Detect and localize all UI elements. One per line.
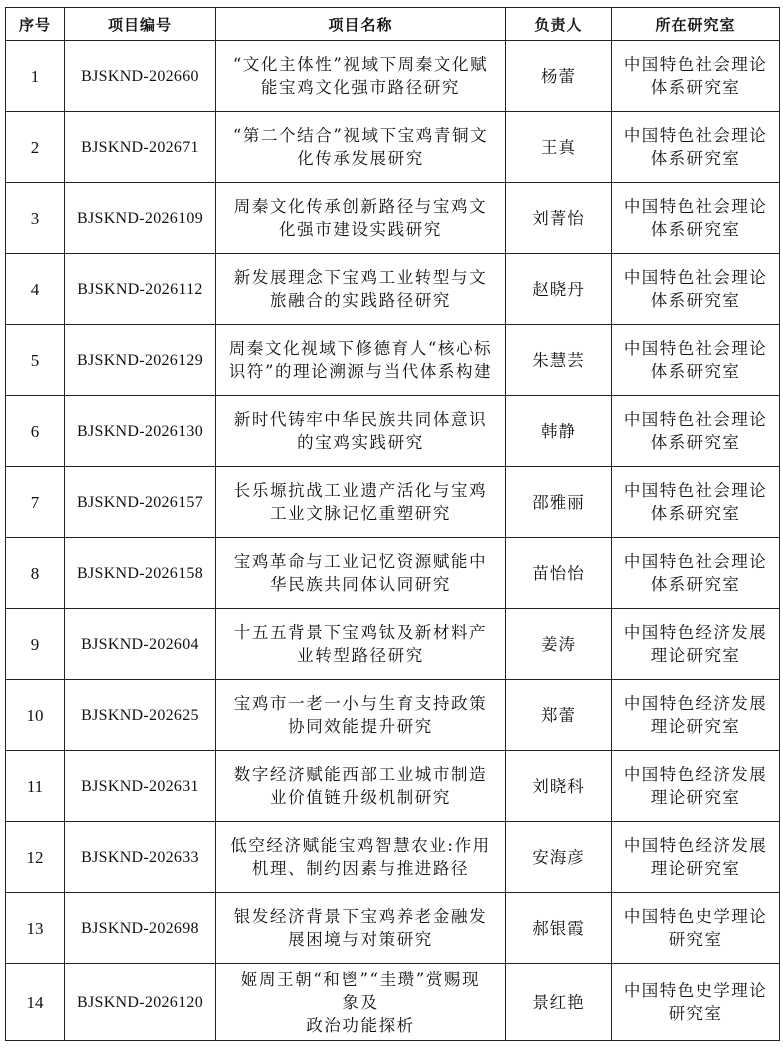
- project-name-line: 政治功能探析: [306, 1015, 415, 1035]
- row-project-code: BJSKND-202625: [65, 680, 216, 751]
- row-lab: [612, 112, 780, 183]
- row-lab: [612, 325, 780, 396]
- row-leader: 郝银霞: [506, 893, 612, 964]
- header-project-code: 项目编号: [65, 8, 216, 41]
- row-leader: 杨蕾: [506, 41, 612, 112]
- project-name-line: 新发展理念下宝鸡工业转型与文: [233, 268, 488, 287]
- table-row: [6, 751, 780, 822]
- project-name-line: “第二个结合”视域下宝鸡青铜文: [232, 126, 489, 145]
- row-seq: 14: [6, 964, 65, 1041]
- row-leader: 刘菁怡: [506, 183, 612, 254]
- row-seq: 5: [6, 325, 65, 396]
- row-project-name: [216, 396, 506, 467]
- project-name-line: 十五五背景下宝鸡钛及新材料产: [233, 623, 488, 642]
- row-project-name: [216, 893, 506, 964]
- row-leader: 姜涛: [506, 609, 612, 680]
- row-project-code: BJSKND-2026130: [65, 396, 216, 467]
- row-leader: 安海彦: [506, 822, 612, 893]
- lab-name-line: 理论研究室: [650, 788, 741, 807]
- row-lab: [612, 467, 780, 538]
- row-project-code: BJSKND-202671: [65, 112, 216, 183]
- lab-name-line: 中国特色社会理论: [623, 339, 768, 358]
- row-project-name: [216, 680, 506, 751]
- row-seq: 9: [6, 609, 65, 680]
- lab-name-line: 研究室: [668, 1004, 723, 1023]
- row-lab: [612, 822, 780, 893]
- project-name-line: 周秦文化传承创新路径与宝鸡文: [233, 197, 488, 216]
- project-name-line: 姬周王朝“和鬯”“圭瓒”赏赐现: [240, 969, 481, 989]
- lab-name-line: 体系研究室: [650, 433, 741, 452]
- lab-name-line: 体系研究室: [650, 362, 741, 381]
- row-project-code: BJSKND-2026112: [65, 254, 216, 325]
- project-name-line: 化传承发展研究: [297, 149, 424, 168]
- lab-name-line: 中国特色社会理论: [623, 481, 768, 500]
- row-project-name: [216, 41, 506, 112]
- row-project-code: BJSKND-2026109: [65, 183, 216, 254]
- table-row: [6, 467, 780, 538]
- row-leader: 朱慧芸: [506, 325, 612, 396]
- lab-name-line: 研究室: [668, 930, 723, 949]
- row-seq: 2: [6, 112, 65, 183]
- table-row: [6, 609, 780, 680]
- lab-name-line: 中国特色经济发展: [623, 694, 768, 713]
- row-lab: [612, 396, 780, 467]
- project-name-line: 宝鸡革命与工业记忆资源赋能中: [233, 552, 488, 571]
- project-name-line: 展困境与对策研究: [288, 930, 433, 949]
- row-project-name: [216, 325, 506, 396]
- table-row: [6, 964, 780, 1041]
- row-project-name: [216, 822, 506, 893]
- project-name-line: 化强市建设实践研究: [279, 220, 442, 239]
- row-leader: 赵晓丹: [506, 254, 612, 325]
- project-name-line: 银发经济背景下宝鸡养老金融发: [233, 907, 488, 926]
- row-project-name: [216, 467, 506, 538]
- lab-name-line: 体系研究室: [650, 575, 741, 594]
- lab-name-line: 中国特色社会理论: [623, 197, 768, 216]
- lab-name-line: 体系研究室: [650, 78, 741, 97]
- row-seq: 10: [6, 680, 65, 751]
- row-lab: [612, 680, 780, 751]
- row-lab: [612, 893, 780, 964]
- lab-name-line: 体系研究室: [650, 149, 741, 168]
- project-name-line: 周秦文化视域下修德育人“核心标: [228, 339, 493, 358]
- lab-name-line: 中国特色社会理论: [623, 126, 768, 145]
- row-project-name: [216, 254, 506, 325]
- table-row: [6, 538, 780, 609]
- row-project-code: BJSKND-202604: [65, 609, 216, 680]
- table-row: [6, 254, 780, 325]
- lab-name-line: 中国特色社会理论: [623, 268, 768, 287]
- table-body: [6, 41, 780, 1041]
- row-leader: 苗怡怡: [506, 538, 612, 609]
- row-seq: 8: [6, 538, 65, 609]
- project-table: [5, 7, 780, 1041]
- lab-name-line: 理论研究室: [650, 859, 741, 878]
- row-leader: 王真: [506, 112, 612, 183]
- row-lab: [612, 254, 780, 325]
- project-name-line: “文化主体性”视域下周秦文化赋: [232, 55, 489, 74]
- table-row: [6, 112, 780, 183]
- row-lab: [612, 183, 780, 254]
- project-name-line: 协同效能提升研究: [288, 717, 433, 736]
- row-seq: 3: [6, 183, 65, 254]
- lab-name-line: 中国特色社会理论: [623, 410, 768, 429]
- row-project-code: BJSKND-2026158: [65, 538, 216, 609]
- header-seq: 序号: [6, 8, 65, 41]
- lab-name-line: 中国特色经济发展: [623, 623, 768, 642]
- row-seq: 6: [6, 396, 65, 467]
- row-project-name: [216, 183, 506, 254]
- project-name-line: 机理、制约因素与推进路径: [251, 859, 470, 878]
- project-name-line: 象及: [342, 992, 379, 1012]
- row-project-code: BJSKND-2026129: [65, 325, 216, 396]
- project-name-line: 宝鸡市一老一小与生育支持政策: [233, 694, 488, 713]
- row-leader: 邵雅丽: [506, 467, 612, 538]
- row-lab: [612, 964, 780, 1041]
- lab-name-line: 理论研究室: [650, 717, 741, 736]
- row-project-name: [216, 964, 506, 1041]
- lab-name-line: 体系研究室: [650, 291, 741, 310]
- table-row: [6, 41, 780, 112]
- project-name-line: 新时代铸牢中华民族共同体意识: [233, 410, 488, 429]
- row-project-name: [216, 751, 506, 822]
- lab-name-line: 体系研究室: [650, 504, 741, 523]
- row-project-code: BJSKND-202631: [65, 751, 216, 822]
- table-row: [6, 822, 780, 893]
- row-lab: [612, 751, 780, 822]
- project-name-line: 的宝鸡实践研究: [297, 433, 424, 452]
- row-seq: 1: [6, 41, 65, 112]
- project-name-line: 旅融合的实践路径研究: [270, 291, 451, 310]
- table-row: [6, 396, 780, 467]
- header-row: [6, 8, 780, 41]
- project-name-line: 华民族共同体认同研究: [270, 575, 451, 594]
- row-leader: 韩静: [506, 396, 612, 467]
- lab-name-line: 理论研究室: [650, 646, 741, 665]
- project-name-line: 识符”的理论溯源与当代体系构建: [228, 362, 493, 381]
- table-row: [6, 183, 780, 254]
- project-name-line: 工业文脉记忆重塑研究: [270, 504, 451, 523]
- project-name-line: 长乐塬抗战工业遗产活化与宝鸡: [233, 481, 488, 500]
- table-row: [6, 680, 780, 751]
- project-name-line: 能宝鸡文化强市路径研究: [260, 78, 461, 97]
- table-row: [6, 325, 780, 396]
- row-seq: 11: [6, 751, 65, 822]
- lab-name-line: 中国特色史学理论: [623, 907, 768, 926]
- project-name-line: 低空经济赋能宝鸡智慧农业:作用: [230, 836, 491, 855]
- header-leader: 负责人: [506, 8, 612, 41]
- row-project-code: BJSKND-2026157: [65, 467, 216, 538]
- project-name-line: 业价值链升级机制研究: [270, 788, 451, 807]
- row-leader: 景红艳: [506, 964, 612, 1041]
- row-lab: [612, 538, 780, 609]
- row-project-code: BJSKND-202633: [65, 822, 216, 893]
- lab-name-line: 体系研究室: [650, 220, 741, 239]
- row-project-name: [216, 538, 506, 609]
- row-project-name: [216, 112, 506, 183]
- lab-name-line: 中国特色社会理论: [623, 55, 768, 74]
- project-name-line: 业转型路径研究: [297, 646, 424, 665]
- header-lab: 所在研究室: [612, 8, 780, 41]
- row-project-code: BJSKND-202660: [65, 41, 216, 112]
- row-lab: [612, 41, 780, 112]
- header-project-name: 项目名称: [216, 8, 506, 41]
- row-seq: 13: [6, 893, 65, 964]
- lab-name-line: 中国特色经济发展: [623, 765, 768, 784]
- row-seq: 4: [6, 254, 65, 325]
- lab-name-line: 中国特色社会理论: [623, 552, 768, 571]
- row-project-code: BJSKND-202698: [65, 893, 216, 964]
- table-row: [6, 893, 780, 964]
- row-project-code: BJSKND-2026120: [65, 964, 216, 1041]
- lab-name-line: 中国特色史学理论: [623, 981, 768, 1000]
- row-seq: 12: [6, 822, 65, 893]
- row-leader: 郑蕾: [506, 680, 612, 751]
- row-lab: [612, 609, 780, 680]
- row-project-name: [216, 609, 506, 680]
- project-name-line: 数字经济赋能西部工业城市制造: [233, 765, 488, 784]
- row-leader: 刘晓科: [506, 751, 612, 822]
- lab-name-line: 中国特色经济发展: [623, 836, 768, 855]
- row-seq: 7: [6, 467, 65, 538]
